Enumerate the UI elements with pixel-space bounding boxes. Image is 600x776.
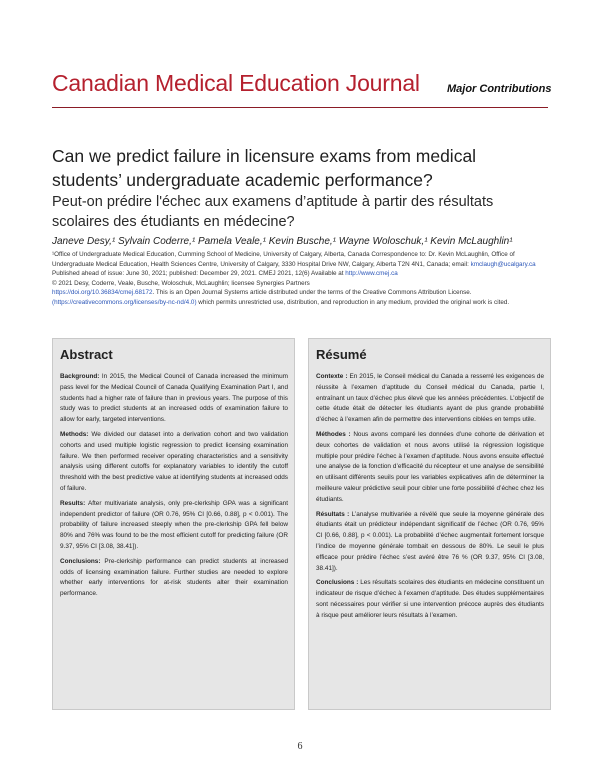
article-title-french: Peut-on prédire l'échec aux examens d’aptitude à partir des résultats scolaires des étudiants en médecine? bbox=[52, 194, 494, 230]
journal-title: Canadian Medical Education Journal bbox=[52, 70, 420, 96]
publication-dates: Published ahead of issue: June 30, 2021; published: December 29, 2021. CMEJ 2021, 12(6) Available at bbox=[52, 270, 344, 278]
contexte-label: Contexte : bbox=[316, 373, 348, 380]
abstract-box bbox=[52, 338, 295, 710]
contexte-text: En 2015, le Conseil médical du Canada a resserré les exigences de réussite à l’examen d’aptitude du Conseil médical du Canada, partie I, entraînant un taux d’échec plus élevé que les années précédentes. L’objectif de cette étude était de détecter les étudiants ayant de plus grande probabilité d’échec à l’examen afin de permettre des interventions ciblées en temps utile. bbox=[316, 373, 544, 424]
abstract-conclusions bbox=[60, 557, 288, 600]
header-divider bbox=[52, 107, 548, 108]
section-label: Major Contributions bbox=[447, 83, 552, 95]
abstract-results bbox=[60, 499, 288, 553]
affiliation: ¹Office of Undergraduate Medical Education, Cumming School of Medicine, University of Calgary, Alberta, Canada bbox=[52, 251, 370, 258]
methods-text: We divided our dataset into a derivation cohort and two validation cohorts and used multiple logistic regression to predict licensing examination failure. We then performed receiver operating characteristics and a sensitivity analysis using different cutoffs for explanatory variables to identify the cutoff threshold with the best predictive value at identifying students at increased odds of failure. bbox=[60, 430, 288, 492]
resume-conclusions bbox=[316, 578, 544, 621]
resume-box bbox=[308, 338, 551, 710]
abstract-background bbox=[60, 372, 288, 426]
conclusions-label: Conclusions: bbox=[60, 557, 101, 565]
methodes-text: Nous avons comparé les données d’une cohorte de dérivation et deux cohortes de validation et nous avons utilisé la régression logistique multiple pour prédire l’échec à l’examen d’aptitude. Nous avons ensuite effectué une analyse de la fonction d’efficacité du récepteur et une analyse de sensibilité en utilisant différents seuils pour les variables explicatives afin de déterminer la meilleure valeur prédictive seuil pour cibler une forte possibilité d’échec chez les étudiants. bbox=[316, 430, 544, 503]
license-text-1: . This is an Open Journal Systems article distributed under the terms of the Creative Commons Attribution License. bbox=[152, 289, 472, 297]
resume-conclusions-text: Les résultats scolaires des étudiants en médecine constituent un indicateur de risque d’échec à l’examen d’aptitude. Des études supplémentaires sont nécessaires pour vérifier si une intervention précoce auprès des étudiants à risque peut améliorer leurs résultats à l’examen. bbox=[316, 579, 544, 619]
page-number: 6 bbox=[297, 741, 303, 752]
abstract-heading: Abstract bbox=[60, 347, 113, 362]
license-line bbox=[52, 288, 550, 307]
license-url-link[interactable]: (https://creativecommons.org/licenses/by-nc-nd/4.0) bbox=[52, 298, 197, 306]
correspondence-address: Kevin McLaughlin, Office of Undergraduate Medical Education, Health Sciences Centre, University of Calgary, 3330 Hospital Drive NW, Calgary, Alberta T2N 4N1, Canada; email: bbox=[52, 251, 515, 268]
article-title-english: Can we predict failure in licensure exams from medical students’ undergraduate academic performance? bbox=[52, 146, 477, 190]
correspondence-lead: Correspondence to: Dr. bbox=[371, 251, 437, 258]
methodes-label: Méthodes : bbox=[316, 430, 351, 438]
abstract-methods bbox=[60, 430, 288, 495]
results-label: Results: bbox=[60, 499, 86, 507]
background-text: In 2015, the Medical Council of Canada increased the minimum pass level for the Medical Council of Canada Qualifying Examination Part I, and students had a higher rate of failure than in previous years. The purpose of this study was to predict students at an increased odds of examination failure to allow for early, targeted interventions. bbox=[60, 373, 288, 424]
methods-label: Methods: bbox=[60, 430, 89, 438]
affiliation-line bbox=[52, 250, 550, 269]
journal-url-link[interactable]: http://www.cmej.ca bbox=[345, 270, 398, 278]
copyright-line: © 2021 Desy, Coderre, Veale, Busche, Woloschuk, McLaughlin; licensee Synergies Partners bbox=[52, 279, 310, 287]
resultats-label: Résultats : bbox=[316, 510, 350, 518]
article-metadata bbox=[52, 250, 550, 308]
resume-contexte bbox=[316, 372, 544, 426]
doi-link[interactable]: https://doi.org/10.36834/cmej.68172 bbox=[52, 289, 153, 297]
author-list: Janeve Desy,¹ Sylvain Coderre,¹ Pamela Veale,¹ Kevin Busche,¹ Wayne Woloschuk,¹ Kevin McLaughlin¹ bbox=[52, 236, 513, 247]
correspondence-email-link[interactable]: kmclaugh@ucalgary.ca bbox=[470, 260, 536, 268]
results-text: After multivariate analysis, only pre-clerkship GPA was a significant independent predictor of failure (OR 0.76, 95% CI [0.66, 0.88], p < 0.001). The probability of failure increased steeply when the pre-clerkship GPA fell below 80% and 76% was found to be the most efficient cutoff for predicting failure (OR 9.37, 95% CI [3.08, 38.41]). bbox=[60, 499, 288, 550]
abstract-content bbox=[60, 372, 288, 604]
background-label: Background: bbox=[60, 373, 100, 380]
resume-conclusions-label: Conclusions : bbox=[316, 579, 359, 587]
license-text-2: which permits unrestricted use, distribution, and reproduction in any medium, provided the original work is cited. bbox=[196, 298, 510, 306]
resume-heading: Résumé bbox=[316, 347, 367, 362]
resume-content bbox=[316, 372, 544, 626]
resume-methodes bbox=[316, 430, 544, 506]
resultats-text: L’analyse multivariée a révélé que seule la moyenne générale des étudiants était un prédicteur indépendant significatif de l’échec (OR 0.76, 95% CI [0.66, 0.88], p < 0.001). La probabilité d’échec augmentait fortement lorsque l’indice de moyenne générale tombait en dessous de 80%. Le seuil le plus efficace pour prédire l’échec s’est avéré être 76 % (OR 9.37, 95% CI [3.08, 38.41]). bbox=[316, 510, 544, 572]
publication-dates-line bbox=[52, 269, 550, 279]
conclusions-text: Pre-clerkship performance can predict students at increased odds of licensing examination failure. Further studies are needed to explore whether early interventions for at-risk students alter their examination performance. bbox=[60, 557, 288, 598]
resume-resultats bbox=[316, 510, 544, 575]
